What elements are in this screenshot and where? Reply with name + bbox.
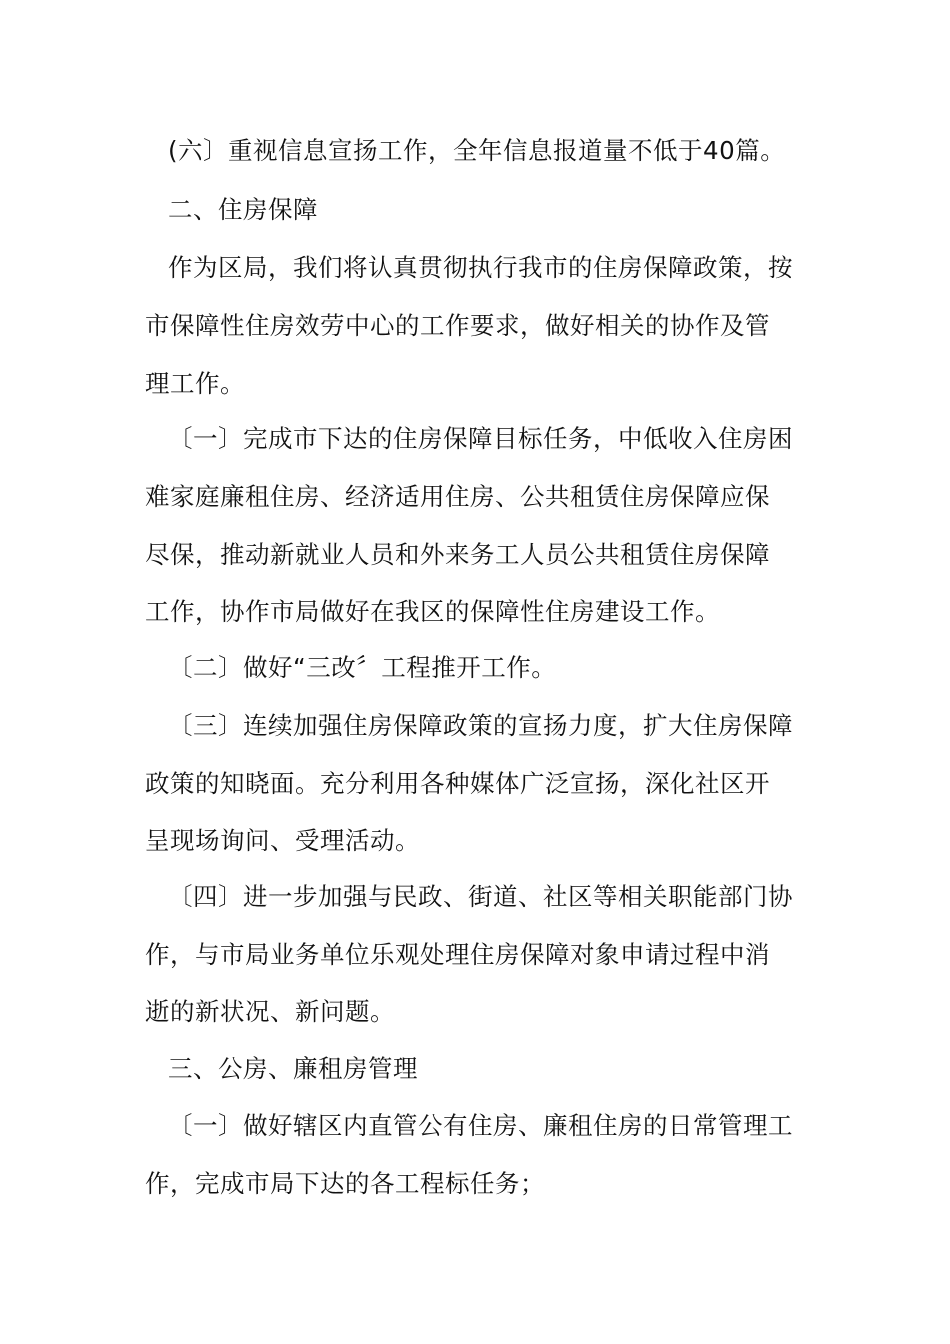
paragraph-line: 理工作。 — [145, 369, 245, 398]
section-heading: 三、公房、廉租房管理 — [168, 1054, 418, 1083]
paragraph-line: 作为区局，我们将认真贯彻执行我市的住房保障政策，按 — [168, 253, 793, 282]
paragraph-line: (六〕重视信息宣扬工作，全年信息报道量不低于40篇。 — [168, 136, 786, 165]
paragraph-line: 作，完成市局下达的各工程标任务； — [145, 1169, 545, 1198]
paragraph-line: 市保障性住房效劳中心的工作要求，做好相关的协作及管 — [145, 311, 770, 340]
paragraph-line: 〔一〕完成市下达的住房保障目标任务，中低收入住房困 — [168, 424, 793, 453]
paragraph-line: 作，与市局业务单位乐观处理住房保障对象申请过程中消 — [145, 940, 770, 969]
paragraph-line: 呈现场询问、受理活动。 — [145, 826, 420, 855]
paragraph-line: 尽保，推动新就业人员和外来务工人员公共租赁住房保障 — [145, 540, 770, 569]
paragraph-line: 政策的知晓面。充分利用各种媒体广泛宣扬，深化社区开 — [145, 769, 770, 798]
paragraph-line: 〔四〕进一步加强与民政、街道、社区等相关职能部门协 — [168, 882, 793, 911]
paragraph-line: 工作，协作市局做好在我区的保障性住房建设工作。 — [145, 597, 720, 626]
paragraph-line: 〔一〕做好辖区内直管公有住房、廉租住房的日常管理工 — [168, 1111, 793, 1140]
paragraph-line: 难家庭廉租住房、经济适用住房、公共租赁住房保障应保 — [145, 482, 770, 511]
paragraph-line: 逝的新状况、新问题。 — [145, 997, 395, 1026]
section-heading: 二、住房保障 — [168, 195, 318, 224]
paragraph-line: 〔二〕做好“三改〞工程推开工作。 — [168, 653, 557, 682]
paragraph-line: 〔三〕连续加强住房保障政策的宣扬力度，扩大住房保障 — [168, 711, 793, 740]
